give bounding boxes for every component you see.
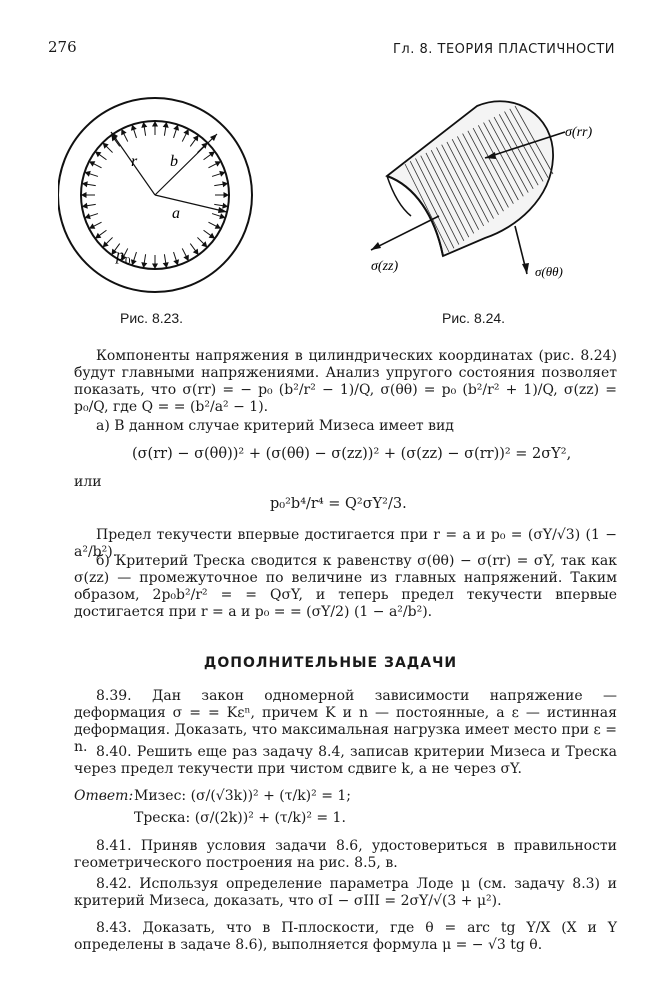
pressure-arrowhead: [82, 193, 86, 197]
pressure-arrowhead: [86, 172, 90, 176]
pressure-arrowhead: [210, 234, 215, 238]
figure-8-23-caption: Рис. 8.23.: [120, 310, 184, 326]
pressure-arrowhead: [194, 250, 198, 255]
label-b: b: [170, 153, 178, 170]
problem-8-39: 8.39. Дан закон одномерной зависимости напряжение — деформация σ = = Kεⁿ, причем K и n — постоянные, а ε — истинная деформация. Доказать, что максимальная нагрузка имеет место при ε = n.: [74, 688, 617, 755]
pressure-arrowhead: [83, 204, 87, 208]
pressure-arrowhead: [184, 130, 188, 135]
pressure-arrowhead: [164, 263, 168, 267]
label-sigma-tt: σ(θθ): [535, 264, 563, 279]
paragraph-yield-mises: Предел текучести впервые достигается при r = a и p₀ = (σY/√3) (1 − a²/b²).: [74, 527, 617, 560]
pressure-arrowhead: [90, 162, 95, 166]
pressure-arrowhead: [164, 123, 168, 127]
label-p0-subscript: 0: [125, 255, 131, 267]
pressure-arrowhead: [220, 172, 224, 176]
paragraph-stress-components: Компоненты напряжения в цилиндрических координатах (рис. 8.24) будут главными напряжениями. Анализ упругого состояния позволяет показать, что σ(rr) = − p₀ (b²/r² − 1)/Q, σ(θθ) = p₀ (b²/r² + 1)/Q, σ(zz) = p₀/Q, где Q = = (b²/a² − 1).: [74, 348, 617, 415]
pressure-arrowhead: [223, 182, 227, 186]
label-a: a: [172, 205, 180, 222]
label-sigma-rr: σ(rr): [565, 125, 593, 140]
figure-8-24-caption: Рис. 8.24.: [442, 310, 506, 326]
pressure-arrowhead: [224, 193, 228, 197]
section-title: ДОПОЛНИТЕЛЬНЫЕ ЗАДАЧИ: [203, 655, 458, 671]
pressure-arrowhead: [132, 260, 136, 264]
pressure-arrowhead: [174, 260, 178, 264]
sigma-zz-arrow: [371, 216, 439, 250]
pressure-arrowhead: [142, 263, 146, 267]
problem-8-40: 8.40. Решить еще раз задачу 8.4, записав критерии Мизеса и Треска через предел текучести при чистом сдвиге k, а не через σY.: [74, 744, 617, 777]
problem-8-43: 8.43. Доказать, что в Π-плоскости, где θ = arc tg Y/X (X и Y определены в задаче 8.6), выполняется формула μ = − √3 tg θ.: [74, 920, 617, 953]
radius-a-line: [155, 195, 227, 212]
pressure-arrowhead: [122, 130, 126, 135]
pressure-arrowhead: [132, 126, 136, 130]
pressure-arrowhead: [86, 214, 90, 218]
figure-8-24: [365, 88, 615, 298]
label-p0: p: [116, 247, 124, 264]
pressure-arrowhead: [215, 224, 220, 228]
problem-8-42: 8.42. Используя определение параметра Лоде μ (см. задачу 8.3) и критерий Мизеса, доказать, что σI − σIII = 2σY/√(3 + μ²).: [74, 876, 617, 909]
pressure-arrowhead: [96, 234, 101, 238]
pressure-arrowhead: [153, 264, 157, 268]
pressure-arrowhead: [184, 255, 188, 260]
running-head: Гл. 8. ТЕОРИЯ ПЛАСТИЧНОСТИ: [392, 42, 615, 57]
pressure-arrowhead: [223, 204, 227, 208]
pressure-arrowhead: [153, 122, 157, 126]
pressure-arrowhead: [215, 162, 220, 166]
word-ili: или: [74, 474, 102, 490]
paragraph-mises-intro: а) В данном случае критерий Мизеса имеет вид: [96, 418, 454, 434]
label-sigma-zz: σ(zz): [371, 259, 399, 274]
equation-mises: (σ(rr) − σ(θθ))² + (σ(θθ) − σ(zz))² + (σ(zz) − σ(rr))² = 2σY²,: [132, 446, 572, 462]
pressure-arrowhead: [142, 123, 146, 127]
pressure-arrowhead: [83, 182, 87, 186]
sigma-tt-arrowhead: [522, 263, 529, 274]
label-r: r: [131, 153, 138, 170]
page-number: 276: [48, 38, 77, 56]
sigma-zz-arrowhead: [371, 242, 381, 250]
pressure-arrowhead: [90, 224, 95, 228]
answer-label: Ответ:: [74, 788, 134, 804]
pressure-arrowhead: [96, 152, 101, 156]
pressure-arrowhead: [210, 152, 215, 156]
answer-mises: Мизес: (σ/(√3k))² + (τ/k)² = 1;: [134, 788, 352, 804]
paragraph-tresca: б) Критерий Треска сводится к равенству σ(θθ) − σ(rr) = σY, так как σ(zz) — промежуточное по величине из главных напряжений. Таким образом, 2p₀b²/r² = = QσY, и теперь предел текучести впервые достигается при r = a и p₀ = = (σY/2) (1 − a²/b²).: [74, 553, 617, 620]
figure-8-23: [58, 84, 262, 304]
pressure-arrowhead: [174, 126, 178, 130]
problem-8-41: 8.41. Приняв условия задачи 8.6, удостовериться в правильности геометрического построения на рис. 8.5, в.: [74, 838, 617, 871]
radius-b-line: [155, 134, 217, 195]
equation-mises-reduced: p₀²b⁴/r⁴ = Q²σY²/3.: [270, 496, 407, 512]
answer-tresca: Треска: (σ/(2k))² + (τ/k)² = 1.: [134, 810, 346, 826]
pressure-arrowhead: [194, 136, 198, 141]
pressure-arrowhead: [220, 214, 224, 218]
